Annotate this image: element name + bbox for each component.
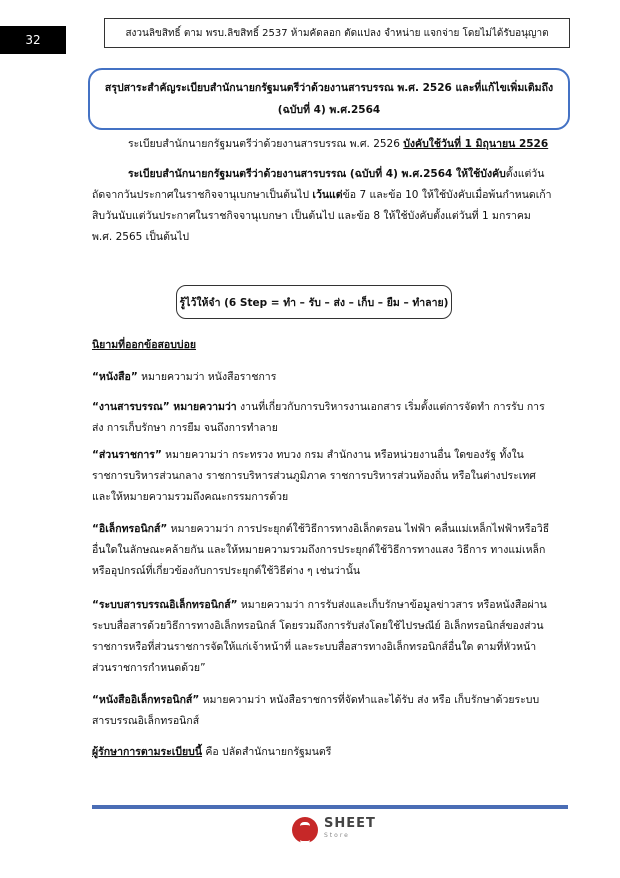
intro-paragraph-1: [92, 134, 554, 155]
intro-p2-bold: ระเบียบสำนักนายกรัฐมนตรีว่าด้วยงานสารบรรณ (ฉบับที่ 4) พ.ศ.2564 ให้ใช้บังคับ: [128, 168, 506, 180]
sheet-logo-icon: [292, 817, 318, 843]
definition-term: “หนังสืออิเล็กทรอนิกส์”: [92, 694, 200, 706]
definition-term: “อิเล็กทรอนิกส์”: [92, 523, 168, 535]
definition-term: “ระบบสารบรรณอิเล็กทรอนิกส์”: [92, 599, 238, 611]
logo-text: [324, 818, 376, 842]
title-line-2: (ฉบับที่ 4) พ.ศ.2564: [277, 104, 381, 116]
definition-term: “ส่วนราชการ”: [92, 449, 162, 461]
title-line-1: สรุปสาระสำคัญระเบียบสำนักนายกรัฐมนตรีว่าด้วยงานสารบรรณ พ.ศ. 2526 และที่แก้ไขเพิ่มเติมถึง: [104, 82, 554, 94]
caretaker-text: คือ ปลัดสำนักนายกรัฐมนตรี: [202, 746, 332, 758]
intro-p2-text1: ตั้งแต่วันถัดจากวันประกาศในราชกิจจานุเบกษาเป็นต้นไป: [92, 168, 545, 201]
title-box: [88, 68, 570, 130]
definition-item: [92, 595, 554, 679]
remember-box: รู้ไว้ให้จำ (6 Step = ทำ – รับ – ส่ง – เก็บ – ยืม – ทำลาย): [176, 285, 452, 319]
intro-p2-text2: ข้อ 7 และข้อ 10 ให้ใช้บังคับเมื่อพ้นกำหนดเก้าสิบวันนับแต่วันประกาศในราชกิจจานุเบกษา เป็นต้นไป และข้อ 8 ให้ใช้บังคับตั้งแต่วันที่ 1 มกราคม พ.ศ. 2565 เป็นต้นไป: [92, 189, 552, 243]
intro-p1-effective-date: บังคับใช้วันที่ 1 มิถุนายน 2526: [403, 138, 549, 150]
logo-sub-text: Store: [324, 832, 350, 839]
definition-item: [92, 690, 554, 732]
definition-item: [92, 519, 554, 582]
intro-p1-text: ระเบียบสำนักนายกรัฐมนตรีว่าด้วยงานสารบรรณ พ.ศ. 2526: [128, 138, 404, 150]
page-number: 32: [0, 26, 66, 54]
definition-item: [92, 445, 554, 508]
definition-desc: หมายความว่า การรับส่งและเก็บรักษาข้อมูลข่าวสาร หรือหนังสือผ่านระบบสื่อสารด้วยวิธีการทางอิเล็กทรอนิกส์ โดยรวมถึงการรับส่งโดยใช้ไปรษณีย์ อิเล็กทรอนิกส์ของส่วนราชการหรือที่ส่วนราชการจัดให้แก่เจ้าหน้าที่ และระบบสื่อสารทางอิเล็กทรอนิกส์อื่นใด ตามที่หัวหน้าส่วนราชการกำหนดด้วย”: [92, 599, 547, 674]
footer-divider: [92, 805, 568, 809]
copyright-notice: สงวนลิขสิทธิ์ ตาม พรบ.ลิขสิทธิ์ 2537 ห้ามคัดลอก ตัดแปลง จำหน่าย แจกจ่าย โดยไม่ได้รับอนุญาต: [104, 18, 570, 48]
intro-p2-except: เว้นแต่: [312, 189, 343, 201]
definition-item: [92, 397, 554, 439]
definition-desc: หมายความว่า การประยุกต์ใช้วิธีการทางอิเล็กตรอน ไฟฟ้า คลื่นแม่เหล็กไฟฟ้าหรือวิธีอื่นใดในลักษณะคล้ายกัน และให้หมายความรวมถึงการประยุกต์ใช้วิธีการทางแสง วิธีการ ทางแม่เหล็ก หรืออุปกรณ์ที่เกี่ยวข้องกับการประยุกต์ใช้วิธีต่าง ๆ เช่นว่านั้น: [92, 523, 550, 577]
definition-term: “หนังสือ”: [92, 371, 138, 383]
caretaker-paragraph: [92, 742, 554, 763]
definition-item: [92, 367, 554, 388]
definition-desc: หมายความว่า หนังสือราชการ: [137, 371, 277, 383]
definition-desc: หมายความว่า กระทรวง ทบวง กรม สำนักงาน หรือหน่วยงานอื่น ใดของรัฐ ทั้งในราชการบริหารส่วนกลาง ราชการบริหารส่วนภูมิภาค ราชการบริหารส่วนท้องถิ่น หรือในต่างประเทศ และให้หมายความรวมถึงคณะกรรมการด้วย: [92, 449, 536, 503]
logo-main-text: SHEET: [324, 816, 376, 831]
definition-desc: งานที่เกี่ยวกับการบริหารงานเอกสาร เริ่มตั้งแต่การจัดทำ การรับ การส่ง การเก็บรักษา การยืม จนถึงการทำลาย: [92, 401, 545, 434]
definitions-heading: นิยามที่ออกข้อสอบบ่อย: [92, 339, 197, 351]
sheet-store-logo: [292, 815, 376, 845]
definition-term: “งานสารบรรณ” หมายความว่า: [92, 401, 237, 413]
intro-paragraph-2: [92, 164, 554, 248]
definition-desc: หมายความว่า หนังสือราชการที่จัดทำและได้รับ ส่ง หรือ เก็บรักษาด้วยระบบสารบรรณอิเล็กทรอนิกส์: [92, 694, 540, 727]
caretaker-label: ผู้รักษาการตามระเบียบนี้: [92, 746, 203, 758]
